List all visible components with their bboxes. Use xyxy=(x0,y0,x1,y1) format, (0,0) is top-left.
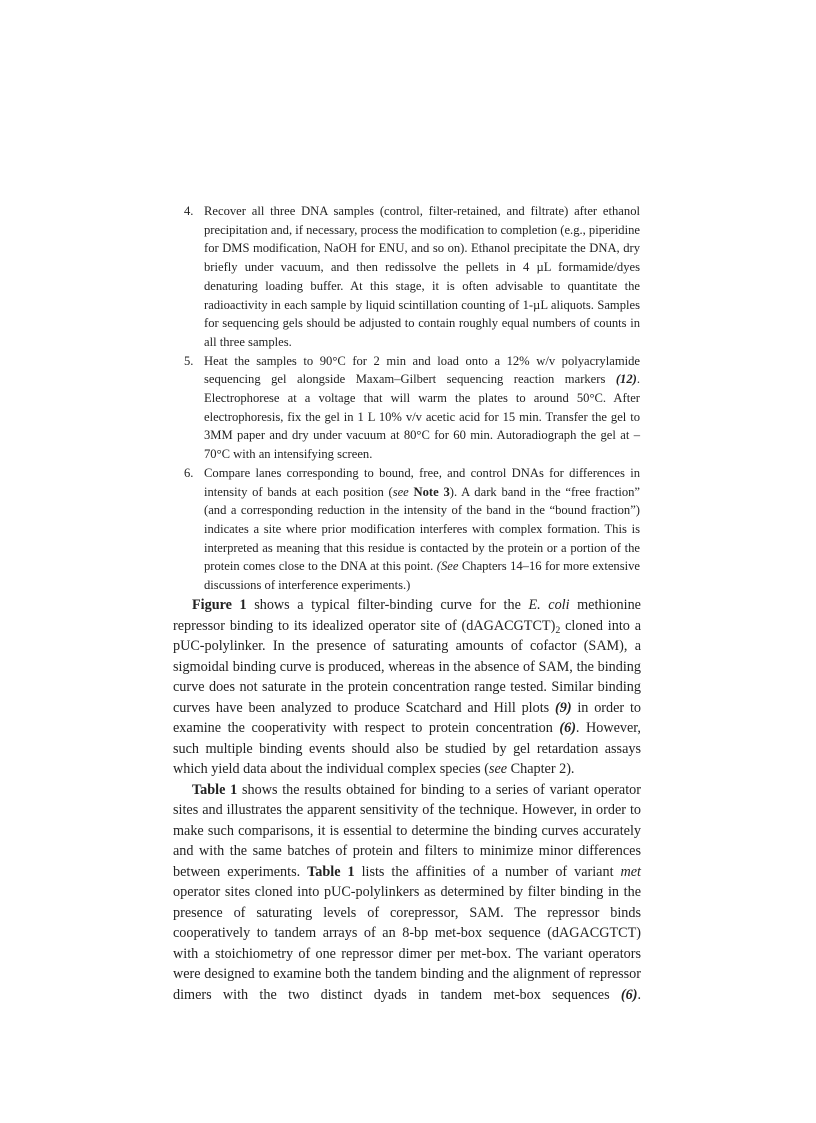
text-run: . Electrophorese at a voltage that will warm the plates to around 50°C. After electrophoresis, fix the gel in 1 L 10% v/v acetic acid for 15 min. Transfer the gel to 3MM paper and dry under vacuum at 80°C for 60 min. Autoradiograph the gel at –70°C with an intensifying screen. xyxy=(204,372,640,462)
bold-run: Table 1 xyxy=(192,781,238,798)
text-run: Heat the samples to 90°C for 2 min and load onto a 12% w/v polyacrylamide sequencing gel alongside Maxam–Gilbert sequencing reaction markers xyxy=(204,353,640,387)
step-text xyxy=(204,204,640,349)
paragraph-table-1 xyxy=(173,780,641,1006)
text-run: . xyxy=(637,986,641,1003)
subscript: 2 xyxy=(555,624,561,636)
reference-run: (9) xyxy=(555,699,572,716)
step-6 xyxy=(184,464,640,595)
bold-run: Figure 1 xyxy=(192,597,247,613)
paragraph-figure-1 xyxy=(173,595,641,780)
text-run: ). A dark band in the “free fraction” (and a corresponding reduction in the intensity of the band in the “bound fraction”) indicates a site where prior modification interferes with complex formation. This is interpreted as meaning that this residue is contacted by the protein or a portion of the protein comes close to the DNA at this point. xyxy=(204,484,641,574)
text-run: Recover all three DNA samples (control, filter-retained, and filtrate) after ethanol precipitation and, if necessary, process the modification to completion (e.g., piperidine for DMS modification, NaOH for ENU, and so on). Ethanol precipitate the DNA, dry briefly under vacuum, and then redissolve the pellets in 4 µL formamide/dyes denaturing loading buffer. At this stage, it is often advisable to quantitate the radioactivity in each sample by liquid scintillation counting of 1-µL aliquots. Samples for sequencing gels should be adjusted to contain roughly equal numbers of counts in all three samples. xyxy=(204,204,640,349)
italic-run: E. coli xyxy=(528,597,570,613)
text-run: shows the results obtained for binding to a series of variant operator sites and illustrates the apparent sensitivity of the technique. However, in order to make such comparisons, it is essential to determine the binding curves accurately and with the same batches of protein and filters to minimize minor differences between experiments. xyxy=(173,781,641,880)
text-run: . However, such multiple binding events should also be studied by gel retardation assays which yield data about the individual complex species ( xyxy=(173,720,641,777)
results-section xyxy=(173,595,641,1005)
reference-run: (12) xyxy=(615,372,637,387)
reference-run: (6) xyxy=(620,986,638,1003)
procedure-steps xyxy=(184,202,640,595)
text-run: cloned into a pUC-polylinker. In the presence of saturating amounts of cofactor (SAM), a sigmoidal binding curve is produced, whereas in the absence of SAM, the binding curve does not saturate in the protein concentration range tested. Similar binding curves have been analyzed to produce Scatchard and Hill plots xyxy=(173,617,641,716)
step-text xyxy=(204,354,640,462)
text-run: operator sites cloned into pUC-polylinkers as determined by filter binding in the presence of saturating levels of corepressor, SAM. The repressor binds cooperatively to tandem arrays of an 8-bp met-box sequence (dAGACGTCT) with a stoichiometry of one repressor dimer per met-box. The variant operators were designed to examine both the tandem binding and the alignment of repressor dimers with the two distinct dyads in tandem met-box sequences xyxy=(173,884,641,1003)
step-number: 5. xyxy=(184,353,194,368)
reference-run: (6) xyxy=(559,720,576,736)
bold-run: Note 3 xyxy=(413,484,450,499)
step-5 xyxy=(184,352,640,464)
text-run: Compare lanes corresponding to bound, free, and control DNAs for differences in intensity of bands at each position ( xyxy=(204,465,640,499)
italic-run: met xyxy=(620,863,641,880)
text-run: lists the affinities of a number of variant xyxy=(354,863,621,880)
text-run: Chapter 2). xyxy=(507,761,575,777)
text-run: Chapters 14–16 for more extensive discussions of interference experiments.) xyxy=(204,559,640,593)
italic-run: see xyxy=(392,484,409,499)
step-text xyxy=(204,466,640,592)
text-run: in order to examine the cooperativity with respect to protein concentration xyxy=(173,699,642,736)
italic-run: (See xyxy=(436,559,459,574)
step-number: 6. xyxy=(184,465,194,480)
text-run: methionine repressor binding to its idealized operator site of (dAGACGTCT) xyxy=(173,597,641,634)
italic-run: see xyxy=(488,761,508,777)
step-4 xyxy=(184,202,640,352)
text-run: shows a typical filter-binding curve for the xyxy=(246,597,529,613)
bold-run: Table 1 xyxy=(307,863,355,880)
step-number: 4. xyxy=(184,204,194,218)
